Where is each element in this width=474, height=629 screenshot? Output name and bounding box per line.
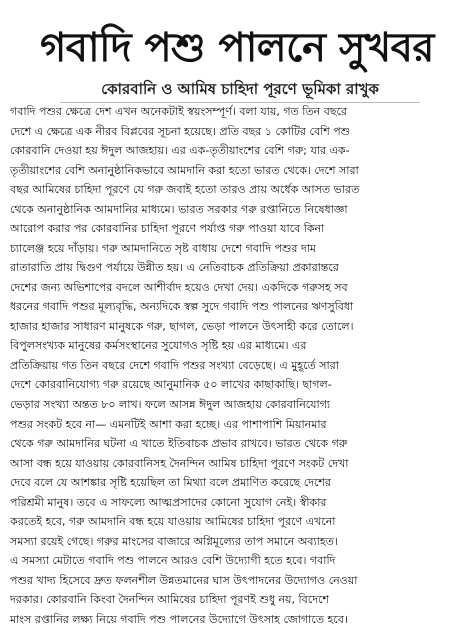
article-body bbox=[10, 102, 462, 626]
body-line: সমস্যা রয়েই গেছে। গরুর মাংসের বাজারে অগ্নিমূল্যের তাপ সমানে অব্যাহত। bbox=[10, 534, 338, 548]
body-line: ভেড়ার সংখ্যা অন্তত ৮০ লাখ। ফলে আসন্ন ঈদুল আজহায় কোরবানিযোগ্য bbox=[10, 397, 331, 411]
body-line: করতেই হবে, গরু আমদানি বন্ধ হয়ে যাওয়ায় আমিষের চাহিদা পূরণে এখনো bbox=[10, 515, 336, 529]
body-line: থেকে অনানুষ্ঠানিক আমদানির মাধ্যমে। ভারত সরকার গরু রপ্তানিতে নিষেধাজ্ঞা bbox=[10, 202, 348, 216]
body-line: ধরনের গবাদি পশুর মূল্যবৃদ্ধি, অন্যদিকে স্বল্প সুদে গবাদি পশু পালনের ঋণসুবিধা bbox=[10, 300, 354, 314]
clipped-previous-text bbox=[0, 0, 474, 14]
body-line: কোরবানি দেওয়া হয় ঈদুল আজহায়। এর এক-তৃতীয়াংশের বেশি গরু; যার এক- bbox=[10, 144, 350, 158]
body-line: দেবে বলে যে আশঙ্কার সৃষ্টি হয়েছিল তা মিথ্যা বলে প্রমাণিত করেছে দেশের bbox=[10, 476, 331, 490]
body-line: দরকার। কোরবানি কিংবা দৈনন্দিন আমিষের চাহিদা পূরণই শুধু নয়, বিদেশে bbox=[10, 593, 329, 607]
body-line: তৃতীয়াংশের বেশি অনানুষ্ঠানিকভাবে আমদানি করা হতো ভারত থেকে। দেশে সারা bbox=[10, 163, 359, 177]
headline: গবাদি পশু পালনে সুখবর bbox=[40, 25, 434, 71]
body-line: দেশে কোরবানিযোগ্য গরু রয়েছে আনুমানিক ৫০ লাখের কাছাকাছি। ছাগল- bbox=[10, 378, 332, 392]
body-line: বছর আমিষের চাহিদা পূরণে যে গরু জবাই হতো তারও প্রায় অর্ধেক আসত ভারত bbox=[10, 183, 360, 197]
body-line: পশুর খাদ্য হিসেবে দ্রুত ফলনশীল উন্নতমানের ঘাস উৎপাদনের উদ্যোগও নেওয়া bbox=[10, 573, 358, 587]
body-line: গবাদি পশুর ক্ষেত্রে দেশ এখন অনেকটাই স্বয়ংসম্পূর্ণ। বলা যায়, গত তিন বছরে bbox=[10, 105, 348, 118]
body-line: মাংস রপ্তানির লক্ষ্য নিয়ে গবাদি পশু পালনের উদ্যোগে উৎসাহ জোগাতে হবে। bbox=[10, 612, 348, 626]
body-line: বিপুলসংখ্যক মানুষের কর্মসংস্থানের সুযোগও সৃষ্টি হয় এর মাধ্যমে। এর bbox=[10, 339, 307, 353]
body-line: থেকে গরু আমদানির ঘটনা এ খাতে ইতিবাচক প্রভাব রাখবে। ভারত থেকে গরু bbox=[10, 437, 348, 451]
body-line: হাজার হাজার সাধারণ মানুষকে গরু, ছাগল, ভেড়া পালনে উৎসাহী করে তোলে। bbox=[10, 319, 354, 333]
body-line: এ সমস্যা মেটাতে গবাদি পশু পালনে আরও বেশি উদ্যোগী হতে হবে। গবাদি bbox=[10, 554, 336, 568]
subheadline-container bbox=[60, 78, 420, 103]
body-line: রাতারাতি প্রায় দ্বিগুণ পর্যায়ে উন্নীত হয়। এ নেতিবাচক প্রতিক্রিয়া প্রকারান্তরে bbox=[10, 261, 339, 275]
body-line: আসা বন্ধ হয়ে যাওয়ায় কোরবানিসহ দৈনন্দিন আমিষ চাহিদা পূরণে সংকট দেখা bbox=[10, 456, 349, 470]
body-line: দেশের জন্য অভিশাপের বদলে আশীর্বাদ হয়েও দেখা দেয়। একদিকে গরুসহ সব bbox=[10, 280, 348, 294]
body-line: প্রতিক্রিয়ায় গত তিন বছরে দেশে গবাদি পশুর সংখ্যা বেড়েছে। এ মুহূর্তে সারা bbox=[10, 358, 339, 372]
body-line: পরিশ্রমী মানুষ। তবে এ সাফল্যে আত্মপ্রসাদের কোনো সুযোগ নেই। স্বীকার bbox=[10, 495, 327, 509]
subheadline: কোরবানি ও আমিষ চাহিদা পূরণে ভূমিকা রাখুক bbox=[101, 80, 379, 98]
body-line: আরোপ করার পর কোরবানির চাহিদা পূরণে পর্যাপ্ত গরু পাওয়া যাবে কিনা bbox=[10, 222, 325, 236]
body-line: দেশে এ ক্ষেত্রে এক নীরব বিপ্লবের সূচনা হয়েছে। প্রতি বছর ১ কোটির বেশি পশু bbox=[10, 124, 351, 138]
body-line: চ্যালেঞ্জ হয়ে দাঁড়ায়। গরু আমদানিতে সৃষ্ট বাধায় দেশে গবাদি পশুর দাম bbox=[10, 241, 317, 255]
body-line: পশুর সংকট হবে না— এমনটিই আশা করা হচ্ছে। এর পাশাপাশি মিয়ানমার bbox=[10, 417, 327, 431]
